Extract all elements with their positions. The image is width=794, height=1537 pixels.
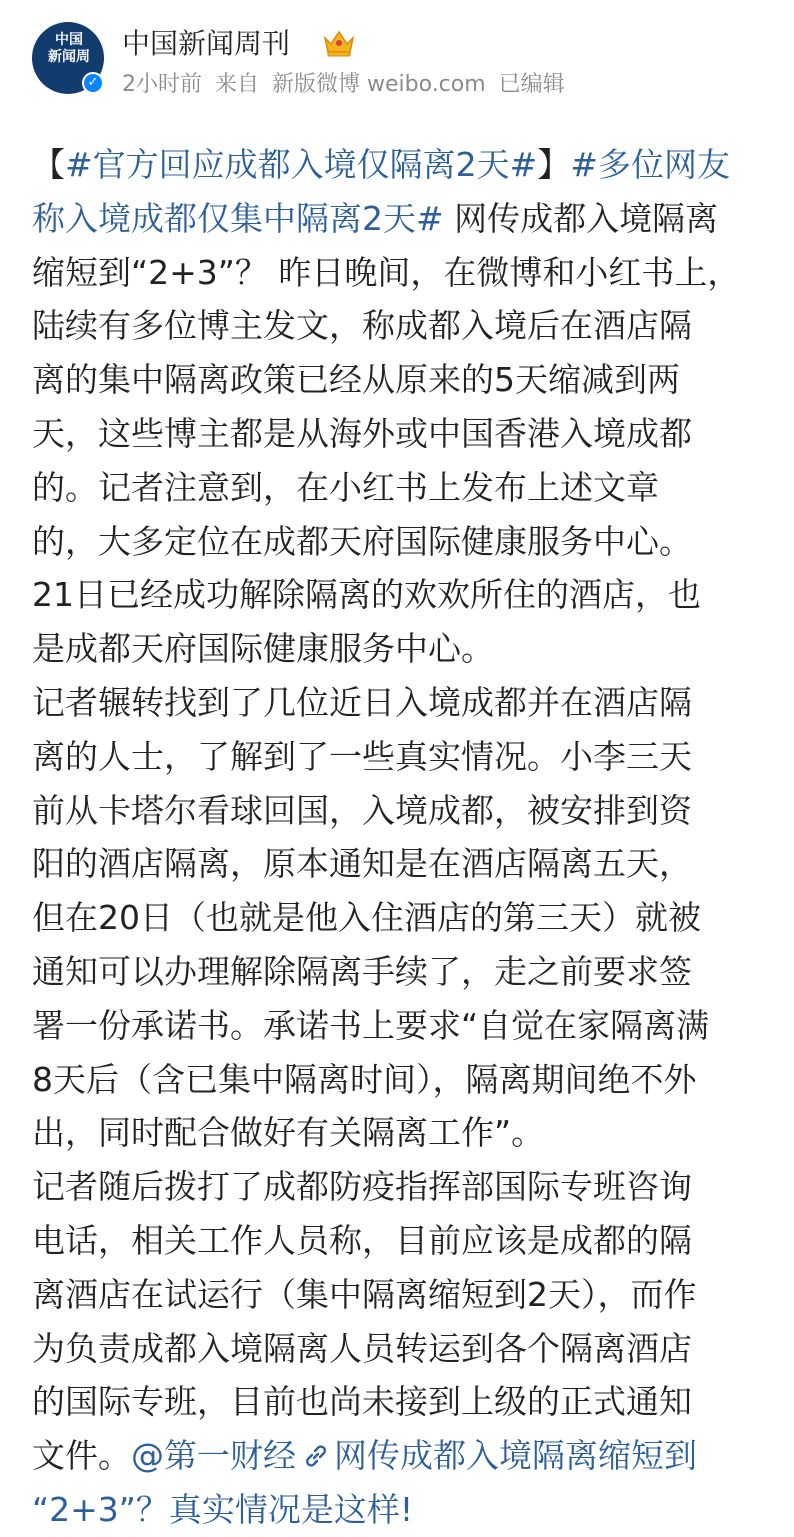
post-text-line: [32, 192, 768, 246]
post-text: 21日已经成功解除隔离的欢欢所住的酒店，也: [32, 575, 701, 615]
post-time: 2小时前: [122, 72, 202, 97]
post-body: [32, 138, 768, 1537]
hashtag-link[interactable]: #官方回应成都入境仅隔离2天#: [65, 145, 538, 184]
post-text-line: [32, 1322, 768, 1376]
crown-icon: [322, 28, 356, 58]
verified-badge-icon: ✓: [82, 72, 104, 94]
post-text: 出，同时配合做好有关隔离工作”。: [32, 1113, 545, 1153]
post-text-line: [32, 299, 768, 353]
avatar-logo-text: 中国 新闻周: [48, 32, 90, 65]
post-link[interactable]: @第一财经: [131, 1436, 296, 1476]
post-text: 网传成都入境隔离: [443, 198, 719, 238]
post-text: 的国际专班，目前也尚未接到上级的正式通知: [32, 1382, 692, 1422]
post-header: [32, 22, 772, 102]
post-text: 陆续有多位博主发文，称成都入境后在酒店隔: [32, 306, 692, 346]
post-source[interactable]: 新版微博 weibo.com: [272, 72, 486, 97]
post-text: 天，这些博主都是从海外或中国香港入境成都: [32, 413, 692, 453]
post-text-line: [32, 1483, 768, 1537]
post-text-line: [32, 246, 768, 300]
post-text: 的，大多定位在成都天府国际健康服务中心。: [32, 521, 692, 561]
post-text: 但在20日（也就是他入住酒店的第三天）就被: [32, 898, 701, 938]
post-text-line: [32, 515, 768, 569]
post-text: 离的人士，了解到了一些真实情况。小李三天: [32, 736, 692, 776]
post-text-line: [32, 1375, 768, 1429]
post-link[interactable]: 网传成都入境隔离缩短到: [334, 1436, 697, 1476]
post-text: 署一份承诺书。承诺书上要求“自觉在家隔离满: [32, 1005, 710, 1045]
post-text: 【: [32, 145, 65, 184]
post-text: 记者辗转找到了几位近日入境成都并在酒店隔: [32, 682, 692, 722]
post-text: 阳的酒店隔离，原本通知是在酒店隔离五天，: [32, 844, 692, 884]
post-text: 记者随后拨打了成都防疫指挥部国际专班咨询: [32, 1167, 692, 1207]
post-text: 】: [537, 145, 571, 184]
edited-label[interactable]: 已编辑: [498, 72, 565, 97]
post-text-line: [32, 1053, 768, 1107]
post-text-line: [32, 891, 768, 945]
post-text: 通知可以办理解除隔离手续了，走之前要求签: [32, 951, 692, 991]
post-text-line: [32, 1106, 768, 1160]
post-meta: [122, 70, 571, 100]
post-text-line: [32, 353, 768, 407]
post-text-line: [32, 1268, 768, 1322]
post-text-line: [32, 784, 768, 838]
link-icon: [302, 1442, 330, 1470]
post-text: 8天后（含已集中隔离时间），隔离期间绝不外: [32, 1059, 697, 1099]
post-text: 电话，相关工作人员称，目前应该是成都的隔: [32, 1220, 692, 1260]
post-link[interactable]: “2+3”？真实情况是这样!: [32, 1489, 414, 1529]
post-text: 前从卡塔尔看球回国，入境成都，被安排到资: [32, 790, 692, 830]
post-text-line: [32, 1429, 768, 1483]
post-text-line: [32, 730, 768, 784]
post-text-line: [32, 676, 768, 730]
hashtag-link[interactable]: #多位网友: [570, 145, 730, 184]
post-text-line: [32, 568, 768, 622]
post-text-line: [32, 461, 768, 515]
account-name[interactable]: 中国新闻周刊: [122, 27, 291, 60]
post-text-line: [32, 999, 768, 1053]
post-text: 的。记者注意到，在小红书上发布上述文章: [32, 467, 659, 507]
post-text: 缩短到“2+3”？ 昨日晚间，在微博和小红书上，: [32, 252, 741, 292]
post-text: 文件。: [32, 1436, 131, 1476]
post-text-line: [32, 138, 768, 192]
post-text-line: [32, 837, 768, 891]
post-text-line: [32, 945, 768, 999]
post-text: 为负责成都入境隔离人员转运到各个隔离酒店: [32, 1328, 692, 1368]
source-prefix: 来自: [215, 72, 260, 97]
post-text: 是成都天府国际健康服务中心。: [32, 629, 494, 669]
post-text-line: [32, 1214, 768, 1268]
post-text-line: [32, 407, 768, 461]
post-text-line: [32, 622, 768, 676]
post-text: 离的集中隔离政策已经从原来的5天缩减到两: [32, 360, 680, 400]
post-text-line: [32, 1160, 768, 1214]
post-text: 离酒店在试运行（集中隔离缩短到2天），而作: [32, 1274, 697, 1314]
hashtag-link[interactable]: 称入境成都仅集中隔离2天#: [32, 198, 444, 238]
